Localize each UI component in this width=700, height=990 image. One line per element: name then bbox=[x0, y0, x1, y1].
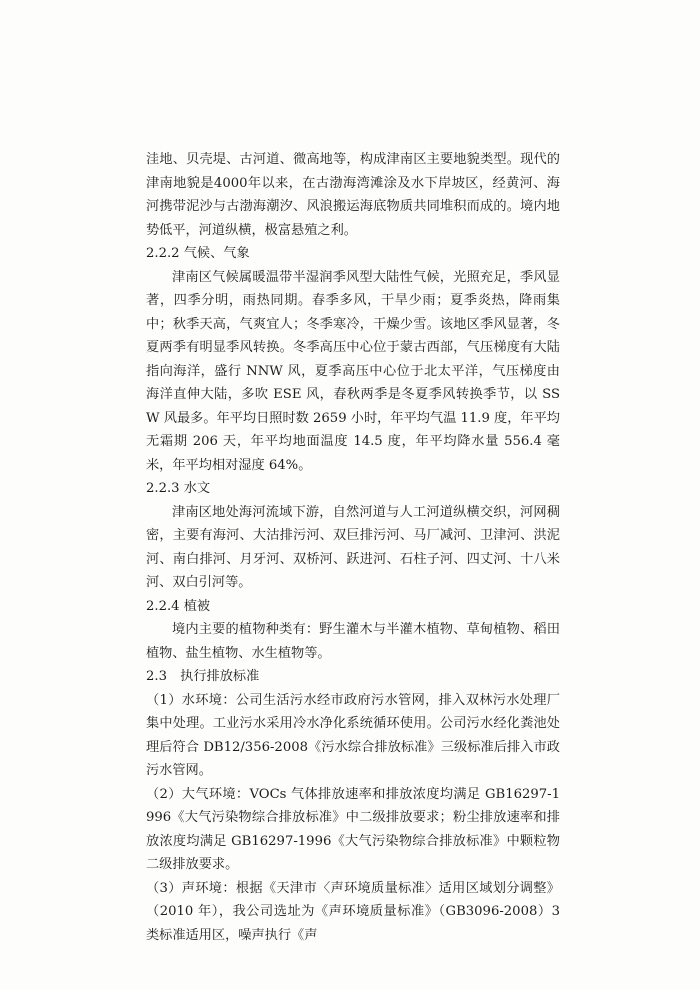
document-body bbox=[146, 148, 560, 947]
hydrology-paragraph: 津南区地处海河流域下游，自然河道与人工河道纵横交织，河网稠密，主要有海河、大沽排污河、双巨排污河、马厂减河、卫津河、洪泥河、南白排河、月牙河、双桥河、跃进河、石柱子河、四丈河、十八米河、双白引河等。 bbox=[146, 504, 560, 590]
water-standard-paragraph: （1）水环境：公司生活污水经市政府污水管网，排入双林污水处理厂集中处理。工业污水采用冷水净化系统循环使用。公司污水经化粪池处理后符合 DB12/356-2008《污水综合排放标准》三级标准后排入市政污水管网。 bbox=[146, 692, 560, 778]
standards-heading: 2.3 执行排放标准 bbox=[146, 669, 260, 684]
climate-paragraph: 津南区气候属暖温带半湿润季风型大陆性气候，光照充足，季风显著，四季分明，雨热同期。春季多风，干旱少雨；夏季炎热，降雨集中；秋季天高，气爽宜人；冬季寒冷，干燥少雪。该地区季风显著，冬夏两季有明显季风转换。冬季高压中心位于蒙古西部，气压梯度有大陆指向海洋，盛行 NNW 风，夏季高压中心位于北太平洋，气压梯度由海洋直伸大陆，多吹 ESE 风，春秋两季是冬夏季风转换季节，以 SSW 风最多。年平均日照时数 2659 小时，年平均气温 11.9 度，年平均无霜期 206 天，年平均地面温度 14.5 度，年平均降水量 556.4 毫米，年平均相对湿度 64%。 bbox=[146, 269, 560, 473]
climate-heading: 2.2.2 气候、气象 bbox=[146, 246, 250, 261]
hydrology-heading: 2.2.3 水文 bbox=[146, 481, 211, 496]
vegetation-paragraph: 境内主要的植物种类有：野生灌木与半灌木植物、草甸植物、稻田植物、盐生植物、水生植物等。 bbox=[146, 622, 560, 661]
noise-standard-paragraph: （3）声环境：根据《天津市〈声环境质量标准〉适用区域划分调整》（2010 年），我公司选址为《声环境质量标准》（GB3096-2008）3 类标准适用区，噪声执行《声 bbox=[146, 880, 560, 943]
air-standard-paragraph: （2）大气环境：VOCs 气体排放速率和排放浓度均满足 GB16297-1996《大气污染物综合排放标准》中二级排放要求；粉尘排放速率和排放浓度均满足 GB16297-1996《大气污染物综合排放标准》中颗粒物二级排放要求。 bbox=[146, 786, 560, 872]
vegetation-heading: 2.2.4 植被 bbox=[146, 598, 211, 614]
intro-paragraph: 洼地、贝壳堤、古河道、微高地等，构成津南区主要地貌类型。现代的津南地貌是4000年以来，在古渤海湾滩涂及水下岸坡区，经黄河、海河携带泥沙与古渤海潮汐、风浪搬运海底物质共同堆积而成的。境内地势低平，河道纵横，极富悬殖之利。 bbox=[146, 152, 560, 238]
